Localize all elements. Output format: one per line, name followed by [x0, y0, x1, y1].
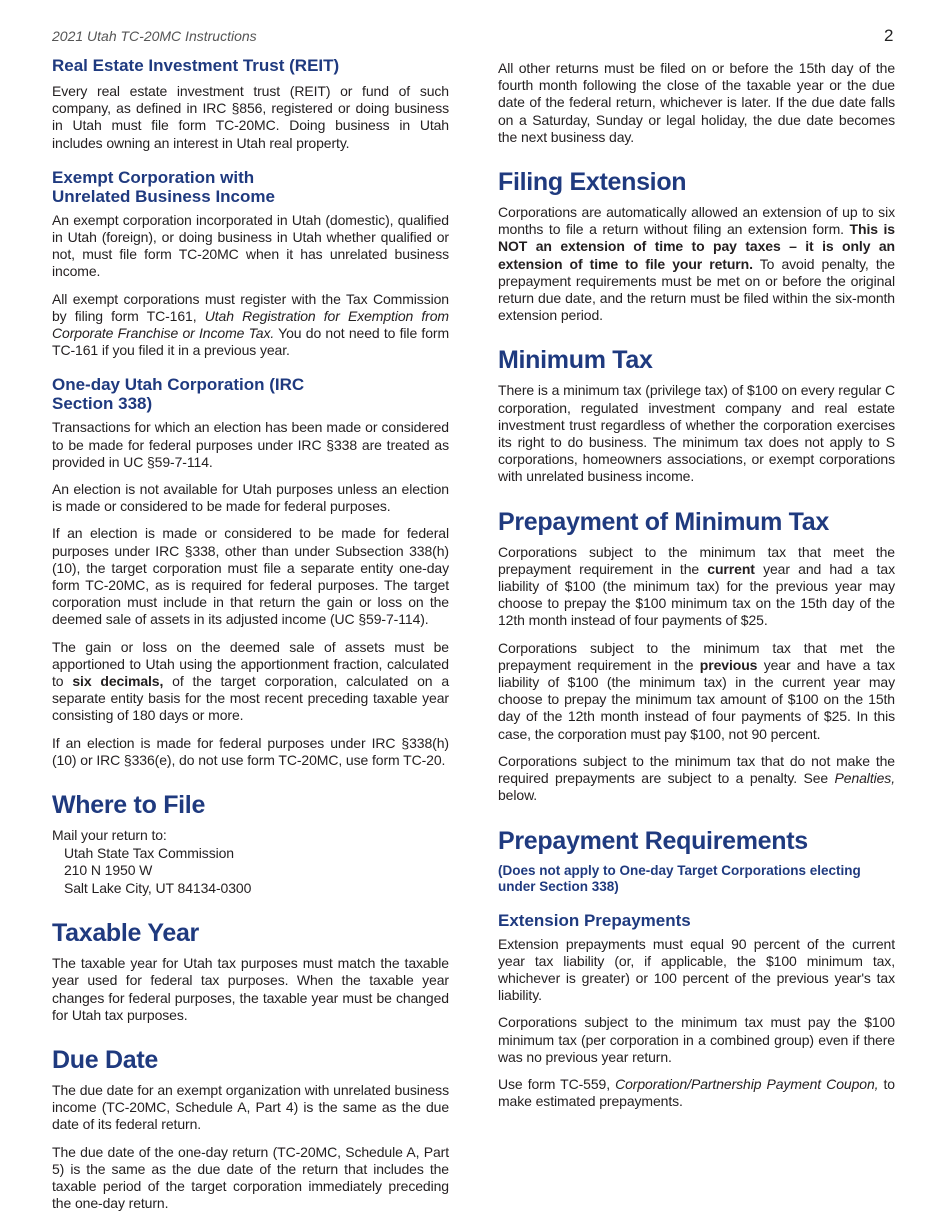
paragraph: Corporations subject to the minimum tax that meet the prepayment requirement in the current year and had a tax liability of $100 (the minimum tax) for the previous year may choose to prepay the $100 minimum tax on the 15th day of the 12th month instead of four payments of $25.: [498, 543, 895, 629]
address-line: Salt Lake City, UT 84134-0300: [64, 879, 252, 896]
heading-prepayment-minimum-tax: Prepayment of Minimum Tax: [498, 507, 829, 536]
paragraph: If an election is made for federal purposes under IRC §338(h)(10) or IRC §336(e), do not use form TC-20MC, use form TC-20.: [52, 734, 449, 768]
paragraph: Transactions for which an election has been made or considered to be made for federal purposes under IRC §338 are treated as provided in UC §59-7-114.: [52, 419, 449, 470]
mail-intro: Mail your return to:: [52, 827, 167, 844]
section-note: (Does not apply to One-day Target Corporations electing under Section 338): [498, 862, 861, 894]
heading-filing-extension: Filing Extension: [498, 168, 687, 197]
paragraph: Corporations are automatically allowed an extension of up to six months to file a return without filing an extension form. This is NOT an extension of time to pay taxes – it is only an extension of time to file your return. To avoid penalty, the prepayment requirements must be met on or before the original return due date, and the return must be filed within the six-month extension period.: [498, 204, 895, 324]
heading-minimum-tax: Minimum Tax: [498, 346, 653, 375]
running-header: 2021 Utah TC-20MC Instructions: [52, 28, 257, 44]
paragraph: Corporations subject to the minimum tax that met the prepayment requirement in the previous year and have a tax liability of $100 (the minimum tax) in the current year may choose to prepay the minimum tax amount of $100 on the 15th day of the 12th month instead of four payments of $25. In this case, the corporation must pay $100, not 90 percent.: [498, 639, 895, 742]
address-line: Utah State Tax Commission: [64, 844, 234, 861]
paragraph: All other returns must be filed on or before the 15th day of the fourth month following the close of the taxable year or the due date of the federal return, whichever is later. If the due date falls on a Saturday, Sunday or legal holiday, the due date becomes the next business day.: [498, 60, 895, 145]
paragraph: The gain or loss on the deemed sale of assets must be apportioned to Utah using the apportionment fraction, calculated to six decimals, of the target corporation, calculated on a separate entity basis for the most recent preceding taxable year consisting of 180 days or more.: [52, 638, 450, 724]
address-line: 210 N 1950 W: [64, 862, 153, 879]
heading-one-day-corporation: One-day Utah Corporation (IRC Section 338): [52, 375, 305, 414]
page-number: 2: [884, 26, 894, 45]
right-column: [498, 60, 895, 1120]
heading-due-date: Due Date: [52, 1045, 158, 1074]
paragraph: The due date of the one-day return (TC-20MC, Schedule A, Part 5) is the same as the due date of the return that includes the taxable period of the target corporation immediately preceding the one-day return.: [52, 1143, 449, 1212]
heading-reit: Real Estate Investment Trust (REIT): [52, 56, 340, 75]
heading-prepayment-requirements: Prepayment Requirements: [498, 826, 808, 855]
paragraph: If an election is made or considered to be made for federal purposes under IRC §338, other than under Subsection 338(h)(10), the target corporation must file a separate entity one-day form TC-20MC, as is required for federal purposes. The target corporation must include in that return the gain or loss on the deemed sale of assets in its adjusted income (UC §59-7-114).: [52, 525, 449, 628]
paragraph: Every real estate investment trust (REIT) or fund of such company, as defined in IRC §856, registered or doing business in Utah must file form TC-20MC. Doing business in Utah includes owning an interest in Utah real property.: [52, 83, 449, 151]
paragraph: All exempt corporations must register with the Tax Commission by filing form TC-161, Utah Registration for Exemption from Corporate Franchise or Income Tax. You do not need to file form TC-161 if you filed it in a previous year.: [52, 290, 450, 359]
left-column: [52, 56, 449, 1222]
heading-where-to-file: Where to File: [52, 791, 206, 820]
heading-extension-prepayments: Extension Prepayments: [498, 910, 691, 930]
paragraph: There is a minimum tax (privilege tax) of $100 on every regular C corporation, regulated investment company and real estate investment trust regardless of whether the corporation exercises its right to do business. The minimum tax does not apply to S corporations, homeowners associations, or exempt corporations with unrelated business income.: [498, 382, 895, 485]
paragraph: Corporations subject to the minimum tax that do not make the required prepayments are subject to a penalty. See Penalties, below.: [498, 752, 895, 804]
paragraph: Extension prepayments must equal 90 percent of the current year tax liability (or, if applicable, the $100 minimum tax, whichever is greater) or 100 percent of the previous year's tax liability.: [498, 935, 895, 1004]
heading-exempt-corporation: Exempt Corporation with Unrelated Business Income: [52, 167, 275, 206]
paragraph: Corporations subject to the minimum tax must pay the $100 minimum tax (per corporation in a combined group) even if there was no previous year return.: [498, 1014, 895, 1065]
paragraph: Use form TC-559, Corporation/Partnership Payment Coupon, to make estimated prepayments.: [498, 1075, 895, 1110]
paragraph: An exempt corporation incorporated in Utah (domestic), qualified in Utah (foreign), or doing business in Utah whether qualified or not, must file form TC-20MC when it has unrelated business income.: [52, 211, 449, 280]
paragraph: The due date for an exempt organization with unrelated business income (TC-20MC, Schedule A, Part 4) is the same as the due date of its federal return.: [52, 1081, 449, 1133]
paragraph: An election is not available for Utah purposes unless an election is made or considered to be made for federal purposes.: [52, 481, 449, 515]
heading-taxable-year: Taxable Year: [52, 919, 199, 948]
paragraph: The taxable year for Utah tax purposes must match the taxable year used for federal tax purposes. When the taxable year changes for federal purposes, the taxable year must be changed for Utah tax purposes.: [52, 955, 449, 1023]
